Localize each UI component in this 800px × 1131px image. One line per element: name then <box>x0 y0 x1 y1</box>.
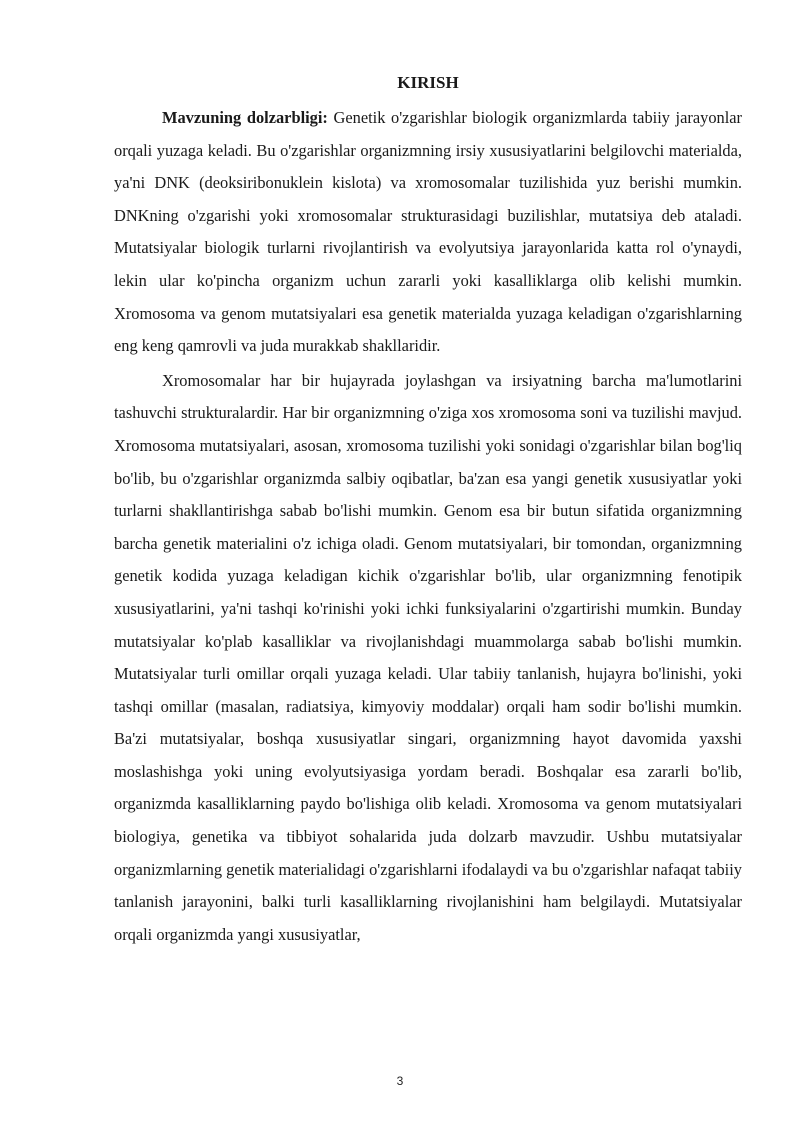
paragraph-chromosomes <box>114 365 742 952</box>
paragraph-relevance <box>114 102 742 363</box>
page-number: 3 <box>396 1074 404 1088</box>
document-page <box>114 70 742 951</box>
section-title: KIRISH <box>397 73 459 92</box>
paragraph-lead: Mavzuning dolzarbligi: <box>162 108 328 127</box>
paragraph-text: Genetik o'zgarishlar biologik organizmlarda tabiiy jarayonlar orqali yuzaga keladi. Bu o'zgarishlar organizmning irsiy xususiyatlarini belgilovchi materialda, ya'ni DNK (deoksiribonuklein kislota) va xromosomalar tuzilishida yuz berishi mumkin. DNKning o'zgarishi yoki xromosomalar strukturasidagi buzilishlar, mutatsiya deb ataladi. Mutatsiyalar biologik turlarni rivojlantirish va evolyutsiya jarayonlarida katta rol o'ynaydi, lekin ular ko'pincha organizm uchun zararli yoki kasalliklarga olib kelishi mumkin. Xromosoma va genom mutatsiyalari esa genetik materialda yuzaga keladigan o'zgarishlarning eng keng qamrovli va juda murakkab shakllaridir. <box>114 108 742 356</box>
paragraph-text: Xromosomalar har bir hujayrada joylashgan va irsiyatning barcha ma'lumotlarini tashuvchi strukturalardir. Har bir organizmning o'ziga xos xromosoma soni va tuzilishi mavjud. Xromosoma mutatsiyalari, asosan, xromosoma tuzilishi yoki sonidagi o'zgarishlar bilan bog'liq bo'lib, bu o'zgarishlar organizmda salbiy oqibatlar, ba'zan esa yangi genetik xususiyatlar yoki turlarni shakllantirishga sabab bo'lishi mumkin. Genom esa bir butun sifatida organizmning barcha genetik materialini o'z ichiga oladi. Genom mutatsiyalari, bir tomondan, organizmning genetik kodida yuzaga keladigan kichik o'zgarishlar bo'lib, ular organizmning fenotipik xususiyatlarini, ya'ni tashqi ko'rinishi yoki ichki funksiyalarini o'zgartirishi mumkin. Bunday mutatsiyalar ko'plab kasalliklar va rivojlanishdagi muammolarga sabab bo'lishi mumkin. Mutatsiyalar turli omillar orqali yuzaga keladi. Ular tabiiy tanlanish, hujayra bo'linishi, yoki tashqi omillar (masalan, radiatsiya, kimyoviy moddalar) orqali ham sodir bo'lishi mumkin. Ba'zi mutatsiyalar, boshqa xususiyatlar singari, organizmning hayot davomida yaxshi moslashishga yoki uning evolyutsiyasiga yordam beradi. Boshqalar esa zararli bo'lib, organizmda kasalliklarning paydo bo'lishiga olib keladi. Xromosoma va genom mutatsiyalari biologiya, genetika va tibbiyot sohalarida juda dolzarb mavzudir. Ushbu mutatsiyalar organizmlarning genetik materialidagi o'zgarishlarni ifodalaydi va bu o'zgarishlar nafaqat tabiiy tanlanish jarayonini, balki turli kasalliklarning rivojlanishini ham belgilaydi. Mutatsiyalar orqali organizmda yangi xususiyatlar, <box>114 370 742 944</box>
